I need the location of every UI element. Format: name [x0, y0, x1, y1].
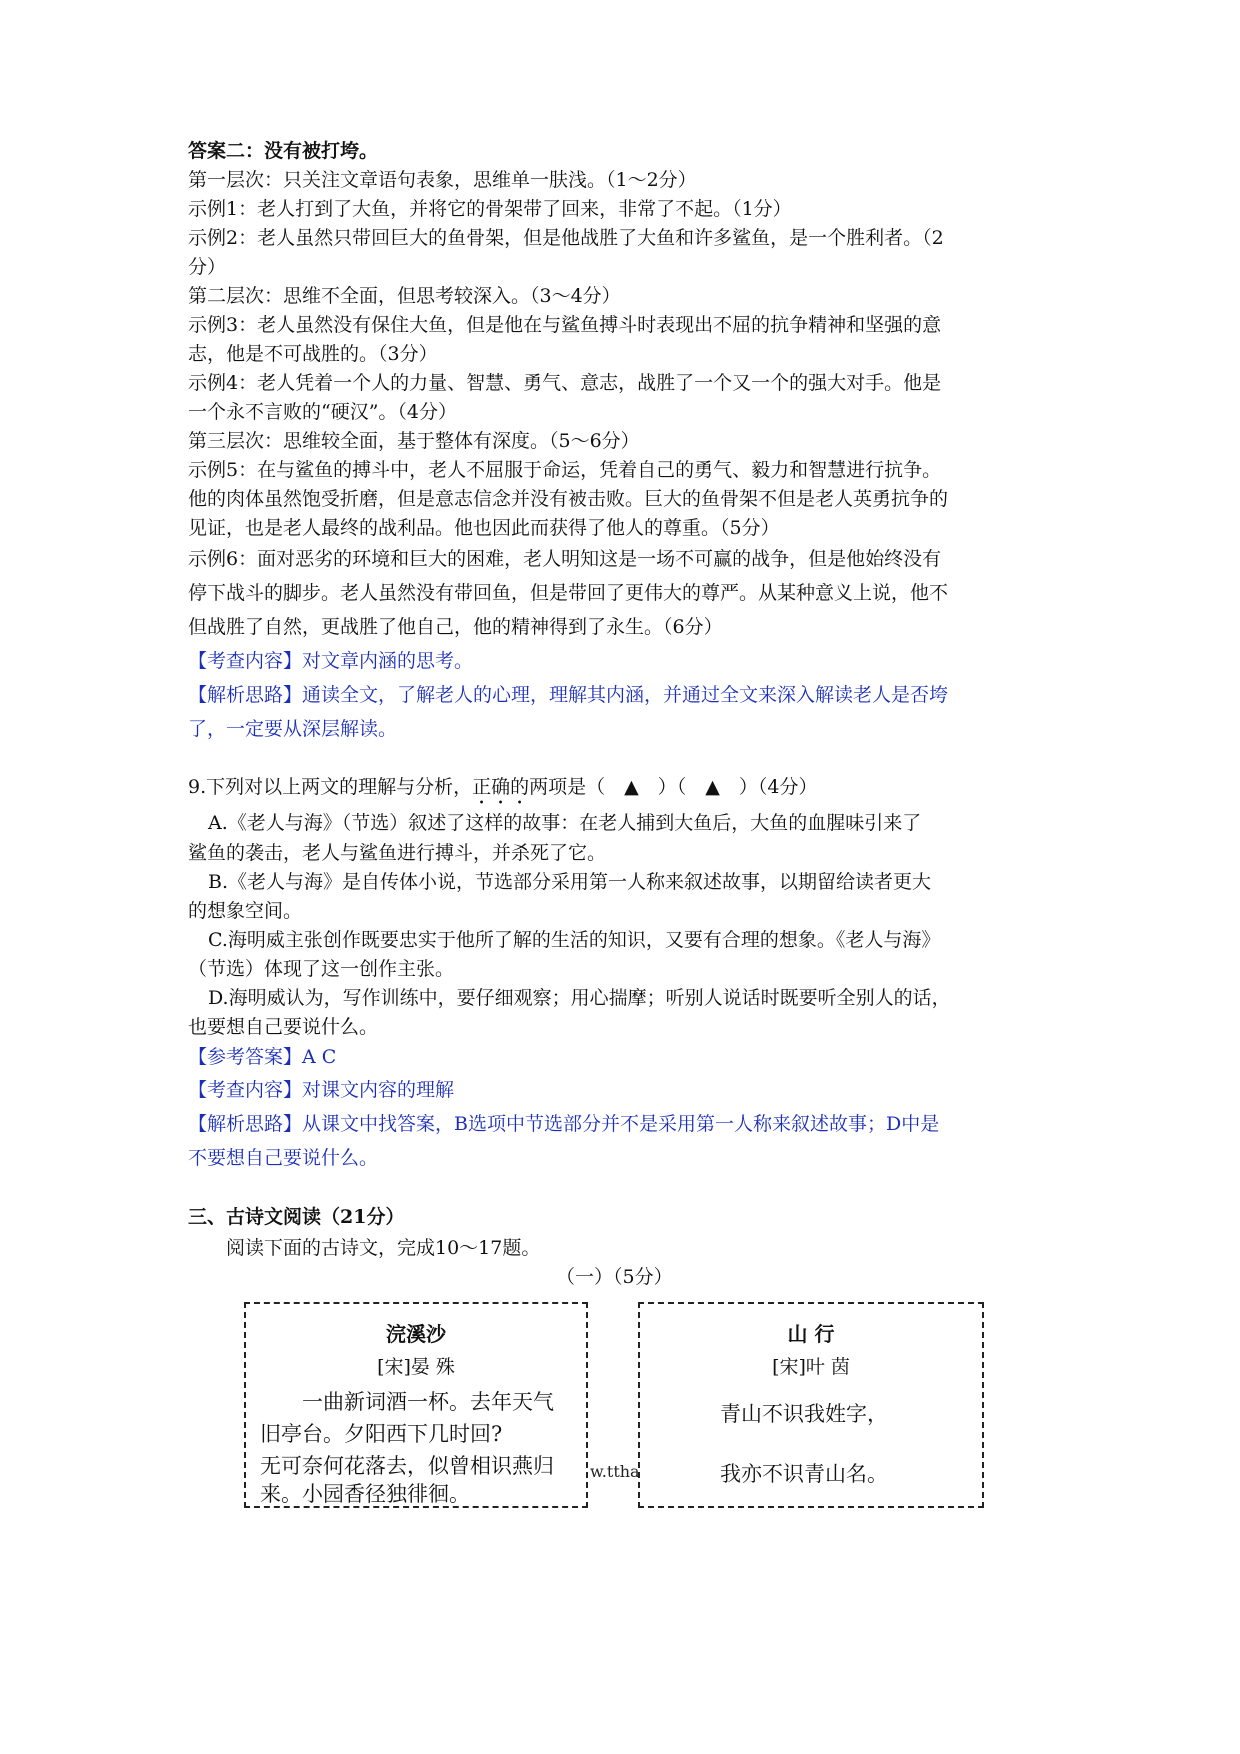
q9-option-a: A.《老人与海》（节选）叙述了这样的故事：在老人捕到大鱼后，大鱼的血腥味引来了 [208, 812, 922, 834]
q9-stem-pre: 9.下列对以上两文的理解与分析， [188, 776, 473, 798]
example2-text: 示例2：老人虽然只带回巨大的鱼骨架，但是他战胜了大鱼和许多鲨鱼，是一个胜利者。（2 [188, 227, 944, 249]
example5-text-cont2: 见证，也是老人最终的战利品。他也因此而获得了他人的尊重。（5分） [188, 517, 780, 539]
q9-stem [188, 774, 817, 809]
poem1-line3: 无可奈何花落去，似曾相识燕归 [260, 1454, 554, 1478]
example4-text: 示例4：老人凭着一个人的力量、智慧、勇气、意志，战胜了一个又一个的强大对手。他是 [188, 372, 942, 394]
answer2-heading: 答案二：没有被打垮。 [188, 140, 379, 162]
example3-text-cont: 志，他是不可战胜的。（3分） [188, 343, 438, 365]
q9-option-d-cont: 也要想自己要说什么。 [188, 1016, 379, 1038]
q9-jiexi-cont: 不要想自己要说什么。 [188, 1147, 379, 1169]
answer2-jiexi: 【解析思路】通读全文，了解老人的心理，理解其内涵，并通过全文来深入解读老人是否垮 [188, 684, 949, 706]
q9-option-c-cont: （节选）体现了这一创作主张。 [188, 958, 455, 980]
poem1-box [244, 1302, 588, 1508]
example5-text-cont1: 他的肉体虽然饱受折磨，但是意志信念并没有被击败。巨大的鱼骨架不但是老人英勇抗争的 [188, 488, 949, 510]
example6-text-cont1: 停下战斗的脚步。老人虽然没有带回鱼，但是带回了更伟大的尊严。从某种意义上说，他不 [188, 582, 949, 604]
q9-option-a-cont: 鲨鱼的袭击，老人与鲨鱼进行搏斗，并杀死了它。 [188, 842, 607, 864]
q9-option-b-cont: 的想象空间。 [188, 900, 303, 922]
example4-text-cont: 一个永不言败的“硬汉”。（4分） [188, 401, 458, 423]
poem1-title: 浣溪沙 [386, 1322, 446, 1346]
section3-part1: （一）（5分） [556, 1266, 673, 1288]
answer2-jiexi-cont: 了，一定要从深层解读。 [188, 718, 398, 740]
level1-text: 第一层次：只关注文章语句表象，思维单一肤浅。（1～2分） [188, 169, 697, 191]
example3-text: 示例3：老人虽然没有保住大鱼，但是他在与鲨鱼搏斗时表现出不屈的抗争精神和坚强的意 [188, 314, 942, 336]
q9-stem-post: 两项是（ ▲ ）（ ▲ ）（4分） [529, 776, 818, 798]
poem2-title: 山 行 [787, 1322, 835, 1346]
q9-answer: 【参考答案】A C [188, 1046, 337, 1068]
example5-text: 示例5：在与鲨鱼的搏斗中，老人不屈服于命运，凭着自己的勇气、毅力和智慧进行抗争。 [188, 459, 942, 481]
example6-text: 示例6：面对恶劣的环境和巨大的困难，老人明知这是一场不可赢的战争，但是他始终没有 [188, 548, 942, 570]
poem2-line1: 青山不识我姓字， [720, 1402, 888, 1426]
q9-stem-emphasis: 正确的 [472, 776, 530, 798]
watermark-text: w.ttha [590, 1462, 640, 1481]
q9-option-d: D.海明威认为，写作训练中，要仔细观察；用心揣摩；听别人说话时既要听全别人的话， [208, 987, 951, 1009]
level2-text: 第二层次：思维不全面，但思考较深入。（3～4分） [188, 285, 621, 307]
example6-text-cont2: 但战胜了自然，更战胜了他自己，他的精神得到了永生。（6分） [188, 616, 723, 638]
poem1-line4: 来。小园香径独徘徊。 [260, 1482, 470, 1506]
poem2-line2: 我亦不识青山名。 [720, 1462, 888, 1486]
example2-text-cont: 分） [188, 256, 227, 278]
poem1-line2: 旧亭台。夕阳西下几时回? [260, 1422, 503, 1446]
poem2-box [638, 1302, 984, 1508]
q9-kaocha: 【考查内容】对课文内容的理解 [188, 1079, 455, 1101]
level3-text: 第三层次：思维较全面，基于整体有深度。（5～6分） [188, 430, 640, 452]
section3-heading: 三、古诗文阅读（21分） [188, 1206, 405, 1228]
answer2-kaocha: 【考查内容】对文章内涵的思考。 [188, 650, 474, 672]
section3-instruction: 阅读下面的古诗文，完成10～17题。 [226, 1237, 541, 1259]
q9-jiexi: 【解析思路】从课文中找答案，B选项中节选部分并不是采用第一人称来叙述故事；D中是 [188, 1113, 940, 1135]
example1-text: 示例1：老人打到了大鱼，并将它的骨架带了回来，非常了不起。（1分） [188, 198, 792, 220]
poem2-author: [宋]叶 茵 [772, 1356, 850, 1378]
q9-option-c: C.海明威主张创作既要忠实于他所了解的生活的知识，又要有合理的想象。《老人与海》 [208, 929, 941, 951]
poem1-author: [宋]晏 殊 [377, 1356, 455, 1378]
q9-option-b: B.《老人与海》是自传体小说，节选部分采用第一人称来叙述故事，以期留给读者更大 [208, 871, 932, 893]
poem1-line1: 一曲新词酒一杯。去年天气 [302, 1390, 554, 1414]
